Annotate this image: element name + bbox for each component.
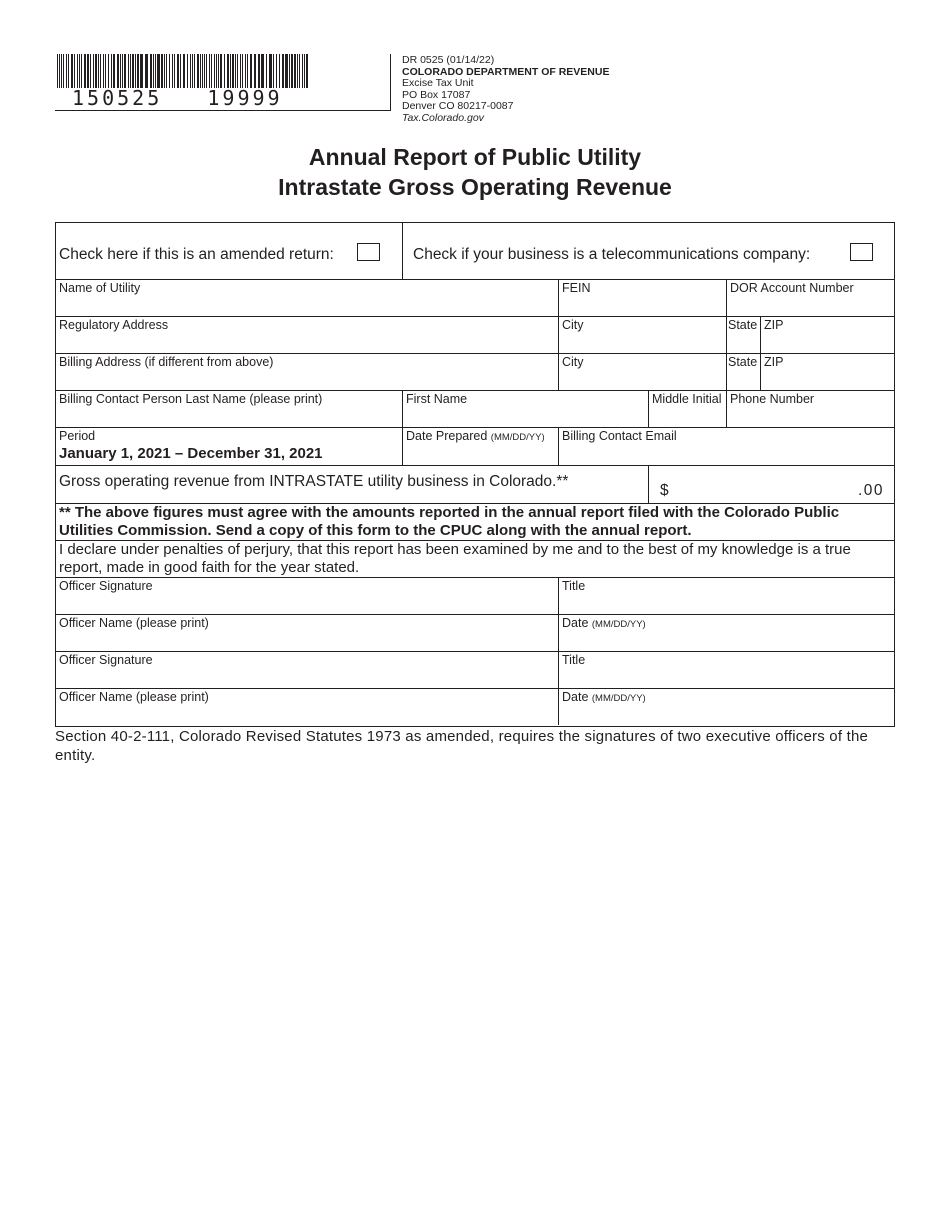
title-line-2: Intrastate Gross Operating Revenue [278,174,672,200]
state-label: State [728,318,758,332]
billing-state-field[interactable] [726,353,760,390]
officer-signature-2-field[interactable] [56,651,558,688]
name-of-utility-field[interactable] [56,279,558,316]
date-label-wrap [562,616,891,632]
officer-name-2-field[interactable] [56,688,558,725]
officer-name-1-field[interactable] [56,614,558,651]
po-box: PO Box 17087 [402,88,471,101]
billing-address-label: Billing Address (if different from above) [59,355,274,369]
name-of-utility-label: Name of Utility [59,281,141,295]
agency-address-block [402,55,609,124]
fein-label: FEIN [562,281,591,295]
first-name-label: First Name [406,392,468,406]
barcode-underline [55,110,391,111]
officer-signature-1-field[interactable] [56,577,558,614]
officer-date-2-field[interactable] [558,688,894,725]
middle-initial-label: Middle Initial [652,392,722,406]
declaration-cell [56,540,894,577]
phone-number-label: Phone Number [730,392,815,406]
amended-return-checkbox[interactable] [357,243,380,261]
telecom-cell [402,223,894,279]
department-name: COLORADO DEPARTMENT OF REVENUE [402,65,610,78]
billing-city-field[interactable] [558,353,726,390]
gross-revenue-amount-field[interactable] [648,465,894,503]
gross-revenue-label-cell [56,465,648,503]
zip-label: ZIP [764,318,784,332]
officer-signature-label: Officer Signature [59,579,153,593]
date-prepared-field[interactable] [402,427,558,465]
note-cell [56,503,894,540]
first-name-field[interactable] [402,390,648,427]
report-form [55,222,895,727]
officer-title-2-field[interactable] [558,651,894,688]
cpuc-note: ** The above figures must agree with the amounts reported in the annual report filed with the Colorado Public Utilities Commission. Send a copy of this form to the CPUC along with the annual report. [59,504,840,539]
dor-account-field[interactable] [726,279,894,316]
regulatory-address-label: Regulatory Address [59,318,169,332]
period-label: Period [59,429,96,443]
date-label: Date [562,616,589,630]
website: Tax.Colorado.gov [402,111,484,124]
dollar-sign: $ [660,482,669,499]
period-cell [56,427,402,465]
officer-date-1-field[interactable] [558,614,894,651]
telecom-label: Check if your business is a telecommunications company: [413,246,811,263]
perjury-declaration: I declare under penalties of perjury, that this report has been examined by me and to the best of my knowledge is a true report, made in good faith for the year stated. [59,541,851,576]
title-label: Title [562,579,586,593]
amended-return-cell [56,223,402,279]
amended-return-label: Check here if this is an amended return: [59,246,334,263]
header-divider [390,54,391,111]
billing-address-field[interactable] [56,353,558,390]
officer-name-label: Officer Name (please print) [59,690,209,704]
city-label: City [562,355,584,369]
cents-suffix: .00 [857,482,884,499]
billing-contact-last-name-label: Billing Contact Person Last Name (please print) [59,392,323,406]
barcode-image [57,54,309,88]
billing-email-label: Billing Contact Email [562,429,677,443]
title-line-1: Annual Report of Public Utility [308,144,642,170]
page-title [0,142,950,202]
officer-signature-label: Officer Signature [59,653,153,667]
date-format-hint: (MM/DD/YY) [591,619,646,630]
officer-title-1-field[interactable] [558,577,894,614]
date-prepared-text: Date Prepared [406,429,488,443]
date-prepared-label [406,429,555,445]
city-label: City [562,318,584,332]
unit-name: Excise Tax Unit [402,77,474,89]
phone-number-field[interactable] [726,390,894,427]
date-format-hint: (MM/DD/YY) [591,693,646,704]
date-label-wrap [562,690,891,706]
gross-revenue-label: Gross operating revenue from INTRASTATE utility business in Colorado.** [59,473,569,490]
billing-contact-last-name-field[interactable] [56,390,402,427]
form-id: DR 0525 (01/14/22) [402,54,495,66]
date-format-hint: (MM/DD/YY) [490,432,545,443]
city-zip: Denver CO 80217-0087 [402,100,514,112]
dor-account-label: DOR Account Number [730,281,854,295]
regulatory-address-field[interactable] [56,316,558,353]
regulatory-zip-field[interactable] [760,316,894,353]
billing-zip-field[interactable] [760,353,894,390]
period-value: January 1, 2021 – December 31, 2021 [59,445,323,462]
title-label: Title [562,653,586,667]
telecom-checkbox[interactable] [850,243,873,261]
barcode-number: 150525 19999 [72,86,283,110]
statute-note: Section 40-2-111, Colorado Revised Statutes 1973 as amended, requires the signatures of two executive officers of the entity. [55,728,869,764]
date-label: Date [562,690,589,704]
billing-email-field[interactable] [558,427,894,465]
middle-initial-field[interactable] [648,390,726,427]
officer-name-label: Officer Name (please print) [59,616,209,630]
zip-label: ZIP [764,355,784,369]
regulatory-city-field[interactable] [558,316,726,353]
state-label: State [728,355,758,369]
regulatory-state-field[interactable] [726,316,760,353]
fein-field[interactable] [558,279,726,316]
